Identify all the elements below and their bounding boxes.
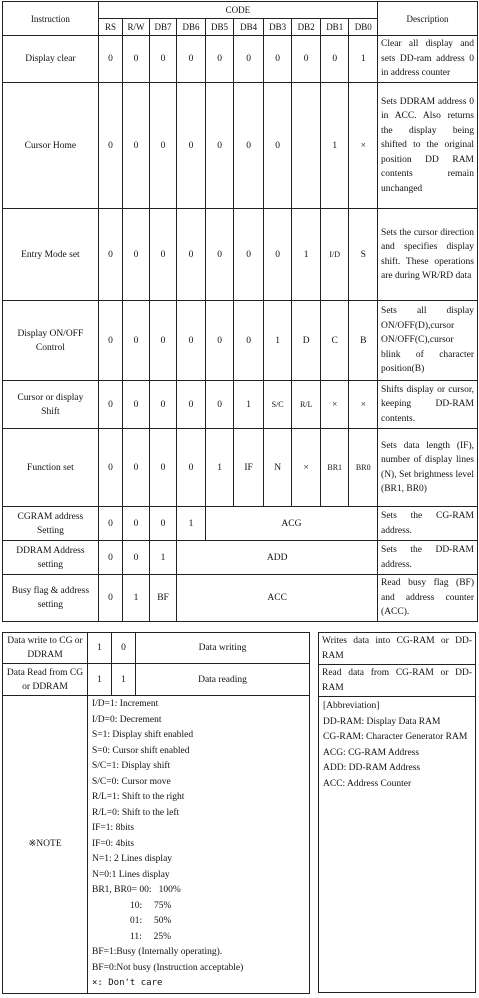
instruction-name: Display ON/OFF Control — [3, 301, 99, 381]
read-description: Read data from CG-RAM or DD-RAM — [319, 665, 476, 697]
data-read-rs: 1 — [88, 664, 112, 696]
bit-header-db6: DB6 — [177, 19, 206, 36]
bit-cell: 0 — [98, 541, 122, 575]
bit-cell: × — [349, 381, 378, 429]
table-row — [3, 83, 478, 209]
bit-cell: 0 — [149, 381, 177, 429]
bit-cell: 0 — [123, 381, 150, 429]
note-line: IF=0: 4bits — [92, 838, 135, 849]
bit-cell: N — [263, 429, 292, 507]
bit-cell: BR0 — [349, 429, 378, 507]
bit-cell: 0 — [177, 429, 206, 507]
data-access-table — [2, 632, 310, 994]
bit-cell: BR1 — [320, 429, 349, 507]
bit-cell: 1 — [292, 209, 321, 301]
bit-cell: 0 — [98, 575, 122, 622]
bit-cell: 1 — [205, 429, 234, 507]
note-line: IF=1: 8bits — [92, 823, 135, 833]
dont-care-note: ×: Don't care — [92, 978, 163, 988]
bit-cell: 0 — [123, 36, 150, 83]
header-instruction: Instruction — [3, 2, 99, 36]
note-line: 01: 50% — [92, 916, 172, 926]
bit-cell: BF — [149, 575, 177, 622]
bit-cell: 0 — [177, 36, 206, 83]
bit-cell: R/L — [292, 381, 321, 429]
bit-cell: D — [292, 301, 321, 381]
abbreviation-list — [323, 699, 471, 792]
instruction-name: Cursor or display Shift — [3, 381, 99, 429]
bit-cell: IF — [234, 429, 264, 507]
table-row — [3, 209, 478, 301]
bit-header-db3: DB3 — [263, 19, 292, 36]
note-line: S/C=0: Cursor move — [92, 776, 171, 787]
abbreviation-line: [Abbreviation] — [323, 701, 380, 711]
bit-cell: 0 — [149, 83, 177, 209]
note-line: S=1: Display shift enabled — [92, 730, 194, 740]
instruction-name: Display clear — [3, 36, 99, 83]
bit-header-db2: DB2 — [292, 19, 321, 36]
instruction-name: Entry Mode set — [3, 209, 99, 301]
bit-cell: × — [349, 83, 378, 209]
bit-cell: 0 — [123, 541, 150, 575]
bit-cell: 0 — [98, 83, 122, 209]
instruction-name: Busy flag & address setting — [3, 575, 99, 622]
bit-cell: 0 — [177, 381, 206, 429]
instruction-description: Sets data length (IF), number of display lines (N), Set brightness level (BR1, BR0) — [378, 429, 478, 507]
table-row — [3, 36, 478, 83]
bit-cell: 0 — [123, 507, 150, 541]
bit-cell: × — [292, 429, 321, 507]
note-line: I/D=0: Decrement — [92, 714, 162, 725]
bit-cell: 0 — [205, 209, 234, 301]
bit-cell: 0 — [123, 301, 150, 381]
bit-cell: 0 — [123, 209, 150, 301]
note-line: 10: 75% — [92, 900, 172, 911]
instruction-name: Cursor Home — [3, 83, 99, 209]
note-line: R/L=0: Shift to the left — [92, 807, 180, 818]
data-write-rw: 0 — [112, 633, 136, 664]
bit-cell: 0 — [149, 429, 177, 507]
bit-cell: 0 — [98, 429, 122, 507]
bit-cell: 0 — [205, 83, 234, 209]
instruction-name: Function set — [3, 429, 99, 507]
table-row — [3, 301, 478, 381]
data-write-label: Data writing — [136, 633, 310, 664]
table-row — [3, 429, 478, 507]
bit-cell: 0 — [234, 36, 264, 83]
bit-cell: 1 — [320, 83, 349, 209]
bit-header-db1: DB1 — [320, 19, 349, 36]
bit-cell: C — [320, 301, 349, 381]
bit-cell: 0 — [234, 83, 264, 209]
bit-cell: 0 — [98, 36, 122, 83]
data-read-rw: 1 — [112, 664, 136, 696]
table-row — [3, 575, 478, 622]
description-side-table — [318, 632, 476, 993]
note-line: R/L=1: Shift to the right — [92, 792, 185, 802]
instruction-description: Sets all display ON/OFF(D),cursor ON/OFF(C),cursor blink of character position(B) — [378, 301, 478, 381]
table-row — [3, 381, 478, 429]
bit-cell: S — [349, 209, 378, 301]
bit-cell: 0 — [263, 36, 292, 83]
abbreviation-line: ACC: Address Counter — [323, 778, 412, 789]
note-line: I/D=1: Increment — [92, 699, 159, 709]
instruction-description: Clear all display and sets DD-ram address 0 in address counter — [378, 36, 478, 83]
bit-header-rw: R/W — [123, 19, 150, 36]
note-line: 11: 25% — [92, 931, 172, 942]
bit-cell: 0 — [234, 209, 264, 301]
bit-cell: 0 — [149, 507, 177, 541]
bit-cell: 0 — [149, 209, 177, 301]
bit-cell: 0 — [177, 301, 206, 381]
bit-cell: 1 — [149, 541, 177, 575]
instruction-description: Read busy flag (BF) and address counter (ACC). — [378, 575, 478, 622]
bit-cell: 1 — [349, 36, 378, 83]
bit-cell: × — [320, 381, 349, 429]
notes-list — [92, 697, 305, 976]
bit-header-rs: RS — [98, 19, 122, 36]
bit-header-db5: DB5 — [205, 19, 234, 36]
bit-cell: S/C — [263, 381, 292, 429]
instruction-description: Sets the CG-RAM address. — [378, 507, 478, 541]
note-line: BR1, BR0= 00: 100% — [92, 885, 181, 895]
bit-header-db4: DB4 — [234, 19, 264, 36]
instruction-description: Sets the cursor direction and specifies display shift. These operations are during WR/RD data — [378, 209, 478, 301]
note-line: S/C=1: Display shift — [92, 761, 171, 771]
data-write-rs: 1 — [88, 633, 112, 664]
table-row — [3, 507, 478, 541]
abbreviation-cell — [319, 697, 476, 993]
bit-cell: 0 — [98, 301, 122, 381]
bit-cell: B — [349, 301, 378, 381]
header-code: CODE — [98, 2, 377, 19]
bit-cell: 0 — [205, 36, 234, 83]
write-description: Writes data into CG-RAM or DD-RAM — [319, 633, 476, 665]
instruction-description: Shifts display or cursor, keeping DD-RAM contents. — [378, 381, 478, 429]
instruction-description: Sets the DD-RAM address. — [378, 541, 478, 575]
bit-cell: 0 — [263, 209, 292, 301]
bit-cell: 1 — [234, 381, 264, 429]
abbreviation-line: CG-RAM: Character Generator RAM — [323, 732, 468, 742]
address-field: ACG — [205, 507, 377, 541]
bit-cell: 0 — [149, 301, 177, 381]
bit-cell: I/D — [320, 209, 349, 301]
note-line: N=1: 2 Lines display — [92, 854, 173, 864]
address-field: ADD — [177, 541, 378, 575]
note-line: S=0: Cursor shift enabled — [92, 745, 190, 756]
bit-cell: 0 — [98, 381, 122, 429]
bit-cell: 0 — [205, 381, 234, 429]
bit-cell: 0 — [234, 301, 264, 381]
data-read-instruction: Data Read from CG or DDRAM — [3, 664, 88, 696]
data-write-instruction: Data write to CG or DDRAM — [3, 633, 88, 664]
bit-cell: 0 — [177, 83, 206, 209]
bit-cell: 1 — [177, 507, 206, 541]
instruction-table — [2, 1, 478, 622]
note-line: BF=1:Busy (Internally operating). — [92, 947, 223, 957]
bit-cell: 0 — [263, 83, 292, 209]
bit-cell: 0 — [123, 429, 150, 507]
bit-cell: 1 — [263, 301, 292, 381]
bit-cell: 0 — [320, 36, 349, 83]
instruction-name: DDRAM Address setting — [3, 541, 99, 575]
bit-cell: 0 — [123, 83, 150, 209]
bit-cell: 0 — [98, 209, 122, 301]
bit-cell: 1 — [123, 575, 150, 622]
bit-cell: 0 — [205, 301, 234, 381]
abbreviation-line: ADD: DD-RAM Address — [323, 763, 421, 773]
notes-cell — [88, 696, 310, 994]
note-line: N=0:1 Lines display — [92, 869, 170, 880]
header-description: Description — [378, 2, 478, 36]
data-read-label: Data reading — [136, 664, 310, 696]
bit-cell — [292, 83, 321, 209]
abbreviation-line: DD-RAM: Display Data RAM — [323, 716, 441, 727]
address-field: ACC — [177, 575, 378, 622]
bit-header-db7: DB7 — [149, 19, 177, 36]
bit-cell: 0 — [98, 507, 122, 541]
bit-cell: 0 — [177, 209, 206, 301]
table-row — [3, 541, 478, 575]
instruction-name: CGRAM address Setting — [3, 507, 99, 541]
bit-cell: 0 — [292, 36, 321, 83]
abbreviation-line: ACG: CG-RAM Address — [323, 747, 420, 758]
instruction-description: Sets DDRAM address 0 in ACC. Also returns the display being shifted to the original position DD RAM contents remain unchanged — [378, 83, 478, 209]
bit-cell: 0 — [149, 36, 177, 83]
bit-header-db0: DB0 — [349, 19, 378, 36]
note-line: BF=0:Not busy (Instruction acceptable) — [92, 962, 244, 973]
note-label: ※NOTE — [3, 696, 88, 994]
